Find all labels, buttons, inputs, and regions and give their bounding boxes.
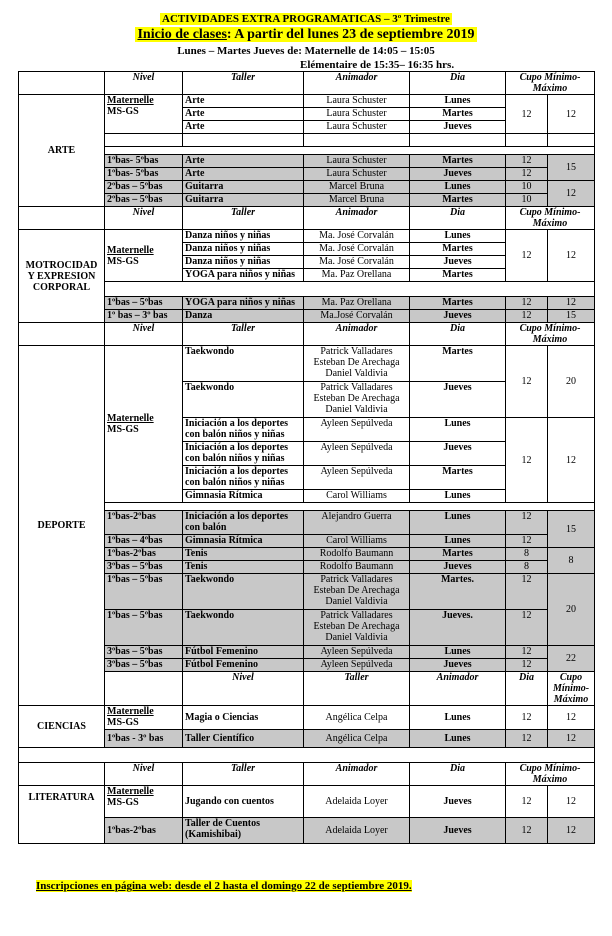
column-header-row	[19, 207, 595, 230]
spacer-row	[19, 147, 595, 155]
animador-cell: Ma. Paz Orellana	[304, 269, 410, 282]
table-row	[19, 730, 595, 748]
cupo-header: Cupo Mínimo-Máximo	[548, 672, 595, 706]
taller-header: Taller	[183, 207, 304, 230]
level-maternelle: Maternelle	[107, 95, 154, 106]
animador-cell: Ayleen Sepúlveda	[304, 646, 410, 659]
animador-cell: Rodolfo Baumann	[304, 561, 410, 574]
empty-cell	[105, 134, 183, 147]
cupo-min: 12	[506, 418, 548, 503]
dia-cell: Martes	[410, 297, 506, 310]
dia-cell: Lunes	[410, 706, 506, 730]
level-msgs: MS-GS	[107, 717, 139, 728]
activities-table	[18, 71, 595, 844]
animador-cell: Ma. José Corvalán	[304, 243, 410, 256]
dia-cell: Jueves	[410, 121, 506, 134]
dia-cell: Lunes	[410, 730, 506, 748]
animador-cell: Ma.José Corvalán	[304, 310, 410, 323]
nivel-header: Nivel	[183, 672, 304, 706]
category-motricidad: MOTROCIDAD Y EXPRESION CORPORAL	[19, 230, 105, 323]
animador-cell: Ayleen Sepúlveda	[304, 659, 410, 672]
taller-cell: Taekwondo	[183, 610, 304, 646]
taller-cell: Gimnasia Rítmica	[183, 490, 304, 503]
cupo-max: 22	[548, 646, 595, 672]
cupo-min: 10	[506, 181, 548, 194]
cupo-min: 12	[506, 574, 548, 610]
animador-header: Animador	[304, 207, 410, 230]
category-literatura: LITERATURA	[19, 786, 105, 844]
dia-cell: Lunes	[410, 230, 506, 243]
level-maternelle: Maternelle	[107, 786, 154, 797]
column-header-row	[19, 72, 595, 95]
dia-cell: Martes	[410, 548, 506, 561]
cupo-max: 15	[548, 511, 595, 548]
taller-cell: Fútbol Femenino	[183, 646, 304, 659]
cupo-min: 12	[506, 818, 548, 844]
dia-header: Dia	[410, 763, 506, 786]
animador-cell: Carol Williams	[304, 490, 410, 503]
nivel-header: Nivel	[105, 207, 183, 230]
taller-header: Taller	[183, 323, 304, 346]
category-ciencias: CIENCIAS	[19, 706, 105, 748]
taller-cell: Fútbol Femenino	[183, 659, 304, 672]
animador-cell: Marcel Bruna	[304, 181, 410, 194]
dia-header: Dia	[410, 207, 506, 230]
animador-cell: Carol Williams	[304, 535, 410, 548]
dia-cell: Jueves	[410, 442, 506, 466]
schedule-elementaire: Elémentaire de 15:35– 16:35 hrs.	[300, 59, 455, 71]
category-arte: ARTE	[19, 95, 105, 207]
empty-cell	[183, 134, 304, 147]
dia-cell: Martes	[410, 346, 506, 382]
cupo-min: 12	[506, 730, 548, 748]
category-header-cell	[105, 672, 183, 706]
cupo-header: Cupo Mínimo-Máximo	[506, 72, 595, 95]
registration-note	[36, 880, 412, 892]
dia-cell: Jueves	[410, 818, 506, 844]
table-row	[19, 511, 595, 535]
taller-header: Taller	[183, 72, 304, 95]
column-header-row	[19, 323, 595, 346]
cupo-max: 12	[548, 730, 595, 748]
cupo-max: 12	[548, 181, 595, 207]
start-date-text: : A partir del lunes 23 de septiembre 2019	[226, 27, 475, 42]
animador-cell: Laura Schuster	[304, 155, 410, 168]
dia-cell: Lunes	[410, 181, 506, 194]
spacer-cell	[105, 503, 595, 511]
animador-cell: Patrick Valladares Esteban De Arechaga Daniel Valdivia	[304, 382, 410, 418]
dia-header: Dia	[410, 72, 506, 95]
empty-cell	[410, 134, 506, 147]
level-cell: 2ºbas – 5ºbas	[105, 181, 183, 194]
category-header-cell	[19, 323, 105, 346]
table-row	[19, 168, 595, 181]
dia-cell: Martes.	[410, 574, 506, 610]
cupo-min: 12	[506, 230, 548, 282]
category-header-cell	[19, 763, 105, 786]
category-header-cell	[19, 207, 105, 230]
table-row	[19, 95, 595, 108]
table-row	[19, 646, 595, 659]
cupo-header: Cupo Mínimo-Máximo	[506, 207, 595, 230]
registration-text: Inscripciones en página web: desde el 2 hasta el domingo 22 de septiembre 2019.	[36, 880, 412, 892]
taller-cell: Guitarra	[183, 181, 304, 194]
level-cell: 3ºbas – 5ºbas	[105, 646, 183, 659]
cupo-header: Cupo Mínimo-Máximo	[506, 323, 595, 346]
category-header-cell	[19, 72, 105, 95]
empty-cell	[548, 134, 595, 147]
dia-header: Dia	[410, 323, 506, 346]
cupo-max: 12	[548, 230, 595, 282]
cupo-min: 12	[506, 297, 548, 310]
taller-cell: Taller Científico	[183, 730, 304, 748]
animador-cell: Angélica Celpa	[304, 730, 410, 748]
animador-cell: Ayleen Sepúlveda	[304, 442, 410, 466]
animador-cell: Ma. Paz Orellana	[304, 297, 410, 310]
title-text: ACTIVIDADES EXTRA PROGRAMATICAS – 3º Trimestre	[162, 13, 450, 25]
animador-cell: Ma. José Corvalán	[304, 256, 410, 269]
schedule-maternelle: Lunes – Martes Jueves de: Maternelle de 14:05 – 15:05	[177, 45, 435, 57]
empty-cell	[304, 134, 410, 147]
animador-cell: Laura Schuster	[304, 121, 410, 134]
taller-cell: Jugando con cuentos	[183, 786, 304, 818]
start-date-line	[0, 26, 612, 43]
cupo-max: 12	[548, 706, 595, 730]
level-cell	[105, 346, 183, 503]
cupo-min: 12	[506, 646, 548, 659]
cupo-max: 15	[548, 310, 595, 323]
cupo-max: 12	[548, 95, 595, 134]
dia-cell: Lunes	[410, 646, 506, 659]
animador-cell: Ma. José Corvalán	[304, 230, 410, 243]
empty-cell	[506, 134, 548, 147]
level-cell	[105, 706, 183, 730]
level-cell: 3ºbas – 5ºbas	[105, 659, 183, 672]
cupo-max: 15	[548, 155, 595, 181]
table-row	[19, 346, 595, 382]
column-header-row	[19, 672, 595, 706]
spacer-row	[19, 503, 595, 511]
animador-cell: Laura Schuster	[304, 108, 410, 121]
dia-cell: Jueves	[410, 168, 506, 181]
dia-cell: Jueves.	[410, 610, 506, 646]
animador-cell: Marcel Bruna	[304, 194, 410, 207]
level-cell: 1ºbas- 5ºbas	[105, 168, 183, 181]
animador-cell: Laura Schuster	[304, 95, 410, 108]
table-row	[19, 155, 595, 168]
cupo-min: 12	[506, 706, 548, 730]
level-cell	[105, 95, 183, 134]
table-row	[19, 310, 595, 323]
nivel-header: Nivel	[105, 763, 183, 786]
start-label: Inicio de clases	[137, 27, 227, 42]
taller-cell: Arte	[183, 108, 304, 121]
cupo-min: 12	[506, 535, 548, 548]
taller-cell: Taller de Cuentos (Kamishibai)	[183, 818, 304, 844]
taller-cell: Iniciación a los deportes con balón niños y niñas	[183, 418, 304, 442]
dia-cell: Jueves	[410, 659, 506, 672]
taller-cell: Taekwondo	[183, 346, 304, 382]
taller-cell: Arte	[183, 95, 304, 108]
dia-cell: Martes	[410, 466, 506, 490]
level-maternelle: Maternelle	[107, 706, 154, 717]
taller-cell: Iniciación a los deportes con balón niños y niñas	[183, 466, 304, 490]
animador-cell: Patrick Valladares Esteban De Arechaga Daniel Valdivia	[304, 346, 410, 382]
animador-cell: Angélica Celpa	[304, 706, 410, 730]
animador-cell: Patrick Valladares Esteban De Arechaga Daniel Valdivia	[304, 610, 410, 646]
level-cell: 1ºbas-2ºbas	[105, 548, 183, 561]
taller-cell: Taekwondo	[183, 574, 304, 610]
animador-cell: Adelaida Loyer	[304, 786, 410, 818]
level-cell: 1ºbas-2ºbas	[105, 511, 183, 535]
table-row	[19, 610, 595, 646]
level-cell	[105, 230, 183, 282]
animador-cell: Ayleen Sepúlveda	[304, 418, 410, 442]
table-row	[19, 561, 595, 574]
animador-cell: Laura Schuster	[304, 168, 410, 181]
dia-cell: Lunes	[410, 511, 506, 535]
table-row	[19, 230, 595, 243]
table-row	[19, 297, 595, 310]
table-row	[19, 786, 595, 818]
cupo-min: 12	[506, 155, 548, 168]
dia-cell: Martes	[410, 194, 506, 207]
cupo-max: 12	[548, 418, 595, 503]
animador-header: Animador	[304, 323, 410, 346]
taller-cell: Magia o Ciencias	[183, 706, 304, 730]
level-cell: 1ºbas – 5ºbas	[105, 297, 183, 310]
spacer-row	[19, 282, 595, 297]
animador-cell: Patrick Valladares Esteban De Arechaga Daniel Valdivia	[304, 574, 410, 610]
animador-header: Animador	[304, 763, 410, 786]
cupo-max: 20	[548, 346, 595, 418]
dia-cell: Lunes	[410, 418, 506, 442]
table-row	[19, 659, 595, 672]
taller-cell: Taekwondo	[183, 382, 304, 418]
level-cell: 1ºbas – 5ºbas	[105, 610, 183, 646]
cupo-min: 12	[506, 786, 548, 818]
taller-cell: Tenis	[183, 548, 304, 561]
cupo-max: 8	[548, 548, 595, 574]
cupo-max: 20	[548, 574, 595, 646]
spacer-cell	[105, 147, 595, 155]
animador-cell: Rodolfo Baumann	[304, 548, 410, 561]
level-cell: 1ºbas - 3º bas	[105, 730, 183, 748]
dia-cell: Lunes	[410, 535, 506, 548]
animador-cell: Ayleen Sepúlveda	[304, 466, 410, 490]
table-row	[19, 574, 595, 610]
spacer-row	[19, 748, 595, 763]
table-row	[19, 194, 595, 207]
level-cell: 3ºbas – 5ºbas	[105, 561, 183, 574]
level-cell	[105, 786, 183, 818]
level-cell: 1ºbas – 4ºbas	[105, 535, 183, 548]
taller-cell: Arte	[183, 121, 304, 134]
level-maternelle: Maternelle	[107, 413, 154, 424]
cupo-min: 12	[506, 346, 548, 418]
taller-cell: YOGA para niños y niñas	[183, 269, 304, 282]
table-row	[19, 181, 595, 194]
taller-cell: Danza niños y niñas	[183, 256, 304, 269]
cupo-max: 12	[548, 297, 595, 310]
taller-cell: Danza niños y niñas	[183, 243, 304, 256]
spacer-cell	[19, 748, 595, 763]
cupo-min: 8	[506, 548, 548, 561]
dia-cell: Martes	[410, 269, 506, 282]
cupo-min: 12	[506, 659, 548, 672]
level-msgs: MS-GS	[107, 255, 139, 267]
taller-cell: Danza	[183, 310, 304, 323]
level-msgs: MS-GS	[107, 424, 139, 435]
table-row	[19, 134, 595, 147]
dia-cell: Martes	[410, 243, 506, 256]
level-cell: 1ºbas- 5ºbas	[105, 155, 183, 168]
dia-cell: Jueves	[410, 256, 506, 269]
nivel-header: Nivel	[105, 323, 183, 346]
column-header-row	[19, 763, 595, 786]
dia-cell: Jueves	[410, 382, 506, 418]
dia-cell: Martes	[410, 155, 506, 168]
cupo-min: 12	[506, 95, 548, 134]
table-row	[19, 818, 595, 844]
level-msgs: MS-GS	[107, 106, 139, 117]
cupo-header: Cupo Mínimo-Máximo	[506, 763, 595, 786]
cupo-min: 10	[506, 194, 548, 207]
taller-cell: Danza niños y niñas	[183, 230, 304, 243]
dia-cell: Lunes	[410, 95, 506, 108]
nivel-header: Nivel	[105, 72, 183, 95]
level-maternelle: Maternelle	[107, 244, 154, 256]
taller-cell: Iniciación a los deportes con balón	[183, 511, 304, 535]
category-deporte: DEPORTE	[19, 346, 105, 706]
cupo-min: 12	[506, 610, 548, 646]
taller-cell: Iniciación a los deportes con balón niños y niñas	[183, 442, 304, 466]
taller-cell: YOGA para niños y niñas	[183, 297, 304, 310]
taller-cell: Tenis	[183, 561, 304, 574]
cupo-max: 12	[548, 786, 595, 818]
dia-cell: Martes	[410, 108, 506, 121]
taller-header: Taller	[304, 672, 410, 706]
taller-cell: Arte	[183, 155, 304, 168]
taller-cell: Gimnasia Rítmica	[183, 535, 304, 548]
title-line	[0, 12, 612, 26]
animador-cell: Adelaida Loyer	[304, 818, 410, 844]
dia-cell: Jueves	[410, 786, 506, 818]
start-date-highlight	[135, 27, 476, 42]
animador-cell: Alejandro Guerra	[304, 511, 410, 535]
cupo-min: 12	[506, 168, 548, 181]
level-cell: 2ºbas – 5ºbas	[105, 194, 183, 207]
dia-cell: Jueves	[410, 561, 506, 574]
level-cell: 1ºbas – 5ºbas	[105, 574, 183, 610]
dia-cell: Jueves	[410, 310, 506, 323]
level-cell: 1ºbas-2ºbas	[105, 818, 183, 844]
dia-header: Dia	[506, 672, 548, 706]
cupo-min: 12	[506, 511, 548, 535]
dia-cell: Lunes	[410, 490, 506, 503]
cupo-min: 12	[506, 310, 548, 323]
level-msgs: MS-GS	[107, 797, 139, 808]
table-row	[19, 548, 595, 561]
table-row	[19, 706, 595, 730]
cupo-min: 8	[506, 561, 548, 574]
taller-cell: Guitarra	[183, 194, 304, 207]
table-row	[19, 535, 595, 548]
level-cell: 1º bas – 3º bas	[105, 310, 183, 323]
taller-cell: Arte	[183, 168, 304, 181]
cupo-max: 12	[548, 818, 595, 844]
animador-header: Animador	[304, 72, 410, 95]
taller-header: Taller	[183, 763, 304, 786]
animador-header: Animador	[410, 672, 506, 706]
spacer-cell	[105, 282, 595, 297]
